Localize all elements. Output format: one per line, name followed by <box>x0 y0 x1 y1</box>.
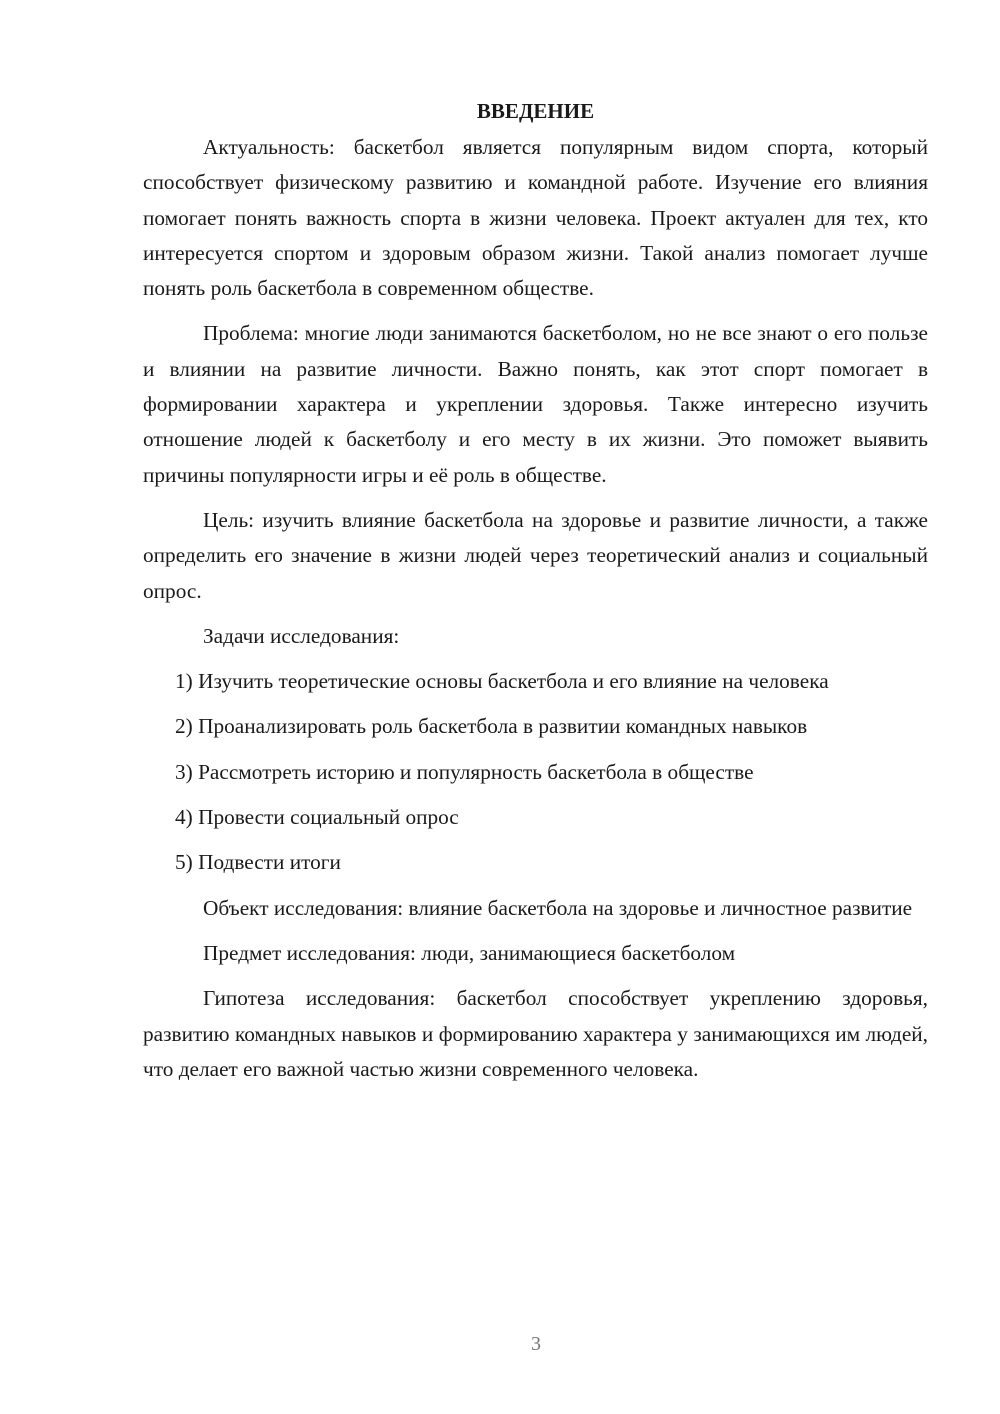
paragraph-subject: Предмет исследования: люди, занимающиеся баскетболом <box>203 940 736 965</box>
paragraph-hypothesis: Гипотеза исследования: баскетбол способствует укреплению здоровья, развитию командных навыков и формированию характера у занимающихся им людей, что делает его важной частью жизни современного человека. <box>143 986 928 1081</box>
section-heading: ВВЕДЕНИЕ <box>476 99 595 123</box>
paragraph-goal: Цель: изучить влияние баскетбола на здоровье и развитие личности, а также определить его значение в жизни людей через теоретический анализ и социальный опрос. <box>143 507 928 603</box>
task-item: 4) Провести социальный опрос <box>175 805 459 830</box>
task-item: 2) Проанализировать роль баскетбола в развитии командных навыков <box>175 714 808 739</box>
page-number: 3 <box>531 1333 541 1355</box>
document-page <box>143 96 928 1097</box>
task-item: 3) Рассмотреть историю и популярность баскетбола в обществе <box>175 759 754 784</box>
task-item: 1) Изучить теоретические основы баскетбола и его влияние на человека <box>175 669 829 694</box>
paragraph-problem: Проблема: многие люди занимаются баскетболом, но не все знают о его пользе и влиянии на развитие личности. Важно понять, как этот спорт помогает в формировании характера и укреплении здоровья. Также интересно изучить отношение людей к баскетболу и его месту в их жизни. Это поможет выявить причины популярности игры и её роль в обществе. <box>143 321 928 487</box>
tasks-list <box>143 664 928 880</box>
task-item: 5) Подвести итоги <box>175 850 341 875</box>
paragraph-object: Объект исследования: влияние баскетбола на здоровье и личностное развитие <box>203 895 913 920</box>
tasks-title: Задачи исследования: <box>203 623 400 648</box>
paragraph-relevance: Актуальность: баскетбол является популярным видом спорта, который способствует физическому развитию и командной работе. Изучение его влияния помогает понять важность спорта в жизни человека. Проект актуален для тех, кто интересуется спортом и здоровым образом жизни. Такой анализ помогает лучше понять роль баскетбола в современном обществе. <box>143 135 928 301</box>
